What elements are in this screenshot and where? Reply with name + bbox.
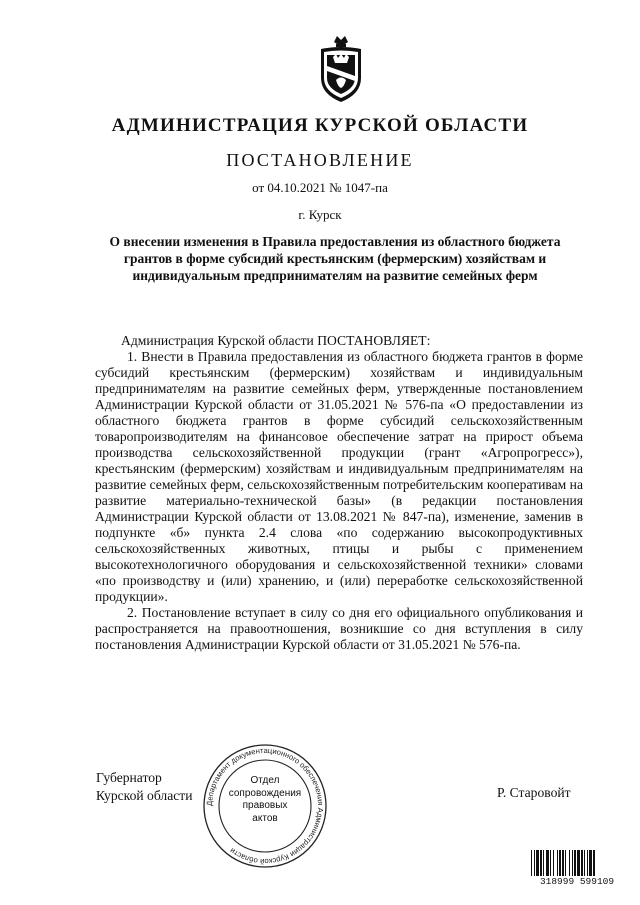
- body-paragraph-1: 1. Внести в Правила предоставления из областного бюджета грантов в форме субсидий крестьянским (фермерским) хозяйствам и индивидуальным предпринимателям на развитие семейных ферм, утвержденные постановлением Администрации Курской области от 31.05.2021 № 576-па «О предоставлении из областного бюджета грантов в форме субсидий сельскохозяйственным товаропроизводителям на финансовое обеспечение затрат на прирост объема производства сельскохозяйственной продукции (грант «Агропрогресс»), крестьянским (фермерским) хозяйствам и индивидуальным предпринимателям на развитие семейных ферм, сельскохозяйственным потребительским кооперативам на развитие материально-технической базы» (в редакции постановления Администрации Курской области от 13.08.2021 № 847-па), изменение, заменив в подпункте «б» пункта 2.4 слова «по содержанию высокопродуктивных сельскохозяйственных животных, птицы и рыбы с применением высокотехнологичного оборудования и сельскохозяйственной техники» словами «по производству и (или) хранению, и (или) переработке сельскохозяйственной продукции».: [95, 349, 583, 604]
- document-heading: О внесении изменения в Правила предоставления из областного бюджета грантов в форме субсидий крестьянским (фермерским) хозяйствам и индивидуальным предпринимателям на развитие семейных ферм: [109, 234, 561, 283]
- signature-position-line-1: Губернатор: [96, 770, 162, 785]
- signature-position: [96, 769, 193, 805]
- document-body: [95, 333, 583, 653]
- stamp-inner-text: [226, 775, 304, 825]
- body-intro: Администрация Курской области ПОСТАНОВЛЯЕТ:: [121, 333, 431, 348]
- coat-of-arms-icon: [318, 32, 364, 104]
- barcode-icon: [530, 850, 624, 876]
- organization-title: АДМИНИСТРАЦИЯ КУРСКОЙ ОБЛАСТИ: [111, 115, 529, 136]
- stamp-line-2: сопровождения: [228, 787, 302, 799]
- document-date-number: от 04.10.2021 № 1047-па: [252, 180, 388, 195]
- stamp-outer-text: Департамент документационного обеспечения Администрации Курской области: [204, 745, 326, 867]
- stamp-line-4: актов: [252, 812, 278, 824]
- signature-position-line-2: Курской области: [96, 788, 193, 803]
- document-city: г. Курск: [298, 207, 342, 222]
- body-paragraph-2: 2. Постановление вступает в силу со дня его официального опубликования и распространяется на правоотношения, возникшие со дня вступления в силу постановления Администрации Курской области от 31.05.2021 № 576-па.: [95, 605, 583, 652]
- stamp-line-3: правовых: [242, 800, 288, 811]
- document-type: ПОСТАНОВЛЕНИЕ: [226, 150, 414, 170]
- barcode-number: 318999 599109: [539, 876, 615, 887]
- stamp-line-1: Отдел: [250, 775, 280, 786]
- signatory-name: Р. Старовойт: [497, 785, 571, 800]
